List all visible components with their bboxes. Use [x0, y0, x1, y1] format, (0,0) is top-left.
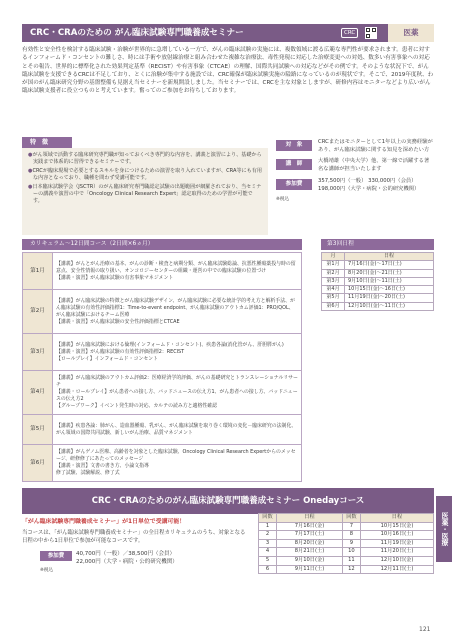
table-row	[322, 269, 434, 277]
schedule-heading: 第3回日程	[321, 239, 434, 250]
table-row	[23, 445, 302, 482]
curriculum-cell: 【講義】がん臨床試験の特徴とがん臨床試験デザイン、がん臨床試験に必要な統計学的考え方と解析手法、がん臨床試験の有効性評価指標1：Time-to-event endpoint、がん臨床試験のアウトカム評価1：PRO/QOL、がん臨床試験におけるチーム医療 【講義・演習】がん臨床試験の安全性評価指標とCTCAE	[53, 290, 302, 334]
number-cell: 3	[259, 539, 277, 548]
table-row	[259, 522, 434, 531]
date-cell: 10月15日(金)～16日(土)	[345, 286, 434, 294]
feature-item: ●がん領域で活動する臨床研究専門職が知っておくべき専門的な内容を、講義と演習により、基礎から実践まで体系的に習得できるセミナーです。	[28, 152, 262, 166]
date-cell: 11月19日(金)	[360, 539, 433, 548]
table-row	[322, 277, 434, 285]
date-cell: 8月21日(土)	[277, 548, 343, 557]
crc-badge: CRC	[341, 28, 358, 38]
month-cell: 第6月	[322, 302, 345, 310]
curriculum-cell: 【講義】がんとがん治療の基本、がんの診断・検査と病期分類、がん臨床試験総論、抗悪性腫瘍薬投与時の留意点、安全性情報の取り扱い、オンコロジーセンターの組織・運営の中での臨床試験の位置づけ 【講義・演習】がん臨床試験の有害事象マネジメント	[53, 253, 302, 290]
month-cell: 第1月	[322, 261, 345, 269]
number-cell: 8	[342, 531, 360, 540]
oneday-fee-label: 参加費	[40, 551, 72, 561]
curriculum-cell: 【講義】がん臨床試験のアウトカム評価2：医療経済学的評価、がんの基礎研究とトランスレーショナルリサーチ 【講義・ロールプレイ】がん患者への接し方、バッドニュースの伝え方1、がん患者への接し方、バッドニュースの伝え方2 【グループワーク】イベント発生時の対応、カルテの読み方と適格性確認	[53, 371, 302, 415]
date-cell: 7月16日(金)	[277, 522, 343, 531]
lecturer-label: 講 師	[276, 159, 312, 170]
table-row	[259, 548, 434, 557]
target-label: 対 象	[276, 140, 312, 151]
month-cell: 第4月	[322, 286, 345, 294]
month-cell: 第6月	[23, 445, 53, 482]
table-row	[322, 302, 434, 310]
curriculum-cell: 【講義】疾患各論：肺がん、造血器腫瘍、乳がん、がん臨床試験を取り巻く環境の変化－臨床研究の法制化、がん領域の国際共同試験、新しいがん治療、品質マネジメント	[53, 415, 302, 445]
column-header: 日程	[277, 514, 343, 523]
number-cell: 7	[342, 522, 360, 531]
number-cell: 9	[342, 539, 360, 548]
month-cell: 第3月	[23, 334, 53, 371]
date-cell: 10月15日(金)	[360, 522, 433, 531]
number-cell: 6	[259, 565, 277, 574]
date-cell: 9月11日(土)	[277, 565, 343, 574]
oneday-subtitle: 「がん臨床試験専門職養成セミナー」が1日単位で受講可能！	[22, 519, 186, 525]
table-header-row	[259, 514, 434, 523]
side-category-tab: 医薬・医療	[436, 496, 452, 562]
date-cell: 12月11日(土)	[360, 565, 433, 574]
number-cell: 1	[259, 522, 277, 531]
column-header: 日程	[345, 253, 434, 261]
table-row	[23, 253, 302, 290]
column-header: 回数	[259, 514, 277, 523]
number-cell: 2	[259, 531, 277, 540]
schedule-table	[321, 252, 434, 311]
column-header: 月	[322, 253, 345, 261]
table-header-row	[322, 253, 434, 261]
number-cell: 5	[259, 556, 277, 565]
month-cell: 第5月	[322, 294, 345, 302]
fee-label: 参加費	[276, 179, 312, 190]
oneday-schedule-table	[258, 513, 434, 574]
date-cell: 7月17日(土)	[277, 531, 343, 540]
category-label: 医薬	[388, 24, 434, 42]
date-cell: 7月16日(金)～17日(土)	[345, 261, 434, 269]
table-row	[259, 539, 434, 548]
table-row	[23, 290, 302, 334]
fee-text-line: 198,000円（大学・病院・公的研究機関）	[318, 185, 420, 192]
page-title: CRC・CRAのための がん臨床試験専門職養成セミナー	[30, 28, 244, 38]
table-row	[259, 556, 434, 565]
oneday-description: 当コースは、「がん臨床試験専門職養成セミナー」の全日程カリキュラムのうち、対象となる日程の中から1日単位で参加が可能なコースです。	[22, 530, 246, 545]
tax-note: ※税込	[40, 568, 54, 573]
month-cell: 第2月	[322, 269, 345, 277]
features-heading: 特 徴	[22, 137, 72, 148]
column-header: 回数	[342, 514, 360, 523]
feature-item: ●日本臨床試験学会（JSCTR）のがん臨床研究専門職認定試験の出題範囲が網羅されており、当セミナーの講義や演習の中で「Oncology Clinical Research Expert」認定取得のための学習が可能です。	[28, 183, 262, 205]
header-bar	[22, 24, 434, 42]
date-cell: 9月10日(金)～11日(土)	[345, 277, 434, 285]
oneday-fee-text	[76, 550, 236, 566]
curriculum-heading: カリキュラム～12日間コース（2日間×6ヵ月）	[22, 239, 302, 250]
date-cell: 10月16日(土)	[360, 531, 433, 540]
curriculum-table	[22, 252, 302, 482]
tax-note: ※税込	[276, 197, 290, 202]
table-row	[23, 415, 302, 445]
month-cell: 第1月	[23, 253, 53, 290]
curriculum-cell: 【講義】がん臨床試験における倫理(インフォームド・コンセント)、疾患各論(消化管がん、肝胆膵がん) 【講義・演習】がん臨床試験の有効性評価指標2：RECIST 【ロールプレイ】インフォームド・コンセント	[53, 334, 302, 371]
number-cell: 11	[342, 556, 360, 565]
date-cell: 8月20日(金)～21日(土)	[345, 269, 434, 277]
month-cell: 第2月	[23, 290, 53, 334]
oneday-banner: CRC・CRAのためのがん臨床試験専門職養成セミナー Onedayコース	[22, 488, 434, 514]
date-cell: 11月20日(土)	[360, 548, 433, 557]
date-cell: 12月10日(金)	[360, 556, 433, 565]
fee-text-line: 40,700円（一般）／38,500円（会員）	[76, 551, 175, 557]
date-cell: 11月19日(金)～20日(土)	[345, 294, 434, 302]
number-cell: 4	[259, 548, 277, 557]
month-cell: 第4月	[23, 371, 53, 415]
table-row	[322, 286, 434, 294]
qr-code-icon	[365, 27, 377, 39]
table-row	[259, 531, 434, 540]
table-row	[23, 334, 302, 371]
table-row	[259, 565, 434, 574]
number-cell: 10	[342, 548, 360, 557]
month-cell: 第3月	[322, 277, 345, 285]
fee-text-line: 22,000円（大学・病院・公的研究機関）	[76, 559, 178, 565]
month-cell: 第5月	[23, 415, 53, 445]
target-text: CRCまたはモニターとして1年以上の実務経験があり、がん臨床試験に関する知見を深めたい方	[318, 139, 433, 153]
fee-text-line: 357,500円（一般） 330,000円（会員）	[318, 178, 417, 184]
page-number: 121	[419, 626, 431, 633]
table-row	[322, 294, 434, 302]
features-box	[22, 148, 268, 235]
intro-text: 有効性と安全性を検討する臨床試験・治験が世界的に急増している一方で、がんの臨床試験の実施には、複数領域に渡る広範な専門性が要求されます。患者に対するインフォームド・コンセントの難しさ、時には手術や放射線治療と組み合わせた複雑な治療法、毒性発現に対応した治療変更への対処、数多い有害事象への対応とその報告、世界的に標準化された効果判定基準（RECIST）や有害事象（CTCAE）の理解、国際共同試験への対応などがその例です。そのような状況下で、がん臨床試験を支援できるCRCは不足しており、とくに治験が集中する施設では、CRC確保が臨床試験実施の隘路になっているのが現状です。そこで、2019年度秋、わが国のがん臨床研究分野の基盤整備も見据え当セミナーを新規開設しました。当セミナーでは、CRCを主な対象としますが、研修内容はモニターなどより広いがん臨床試験支援者に役立つものと考えています。奮ってのご参加をお待ちしております。	[22, 47, 434, 95]
date-cell: 8月20日(金)	[277, 539, 343, 548]
date-cell: 12月10日(金)～11日(土)	[345, 302, 434, 310]
feature-item: ●CRCが臨床現場で必要とするスキルを身につけるための演習を取り入れていますが、CRA等にも有用な内容となっており、職種を問わず受講可能です。	[28, 167, 262, 182]
table-row	[23, 371, 302, 415]
table-row	[322, 261, 434, 269]
fee-text	[318, 178, 434, 193]
column-header: 日程	[360, 514, 433, 523]
lecturer-text: 大橋靖雄（中央大学）他、第一線で活躍する著名な講師が担当いたします	[318, 158, 430, 172]
number-cell: 12	[342, 565, 360, 574]
date-cell: 9月10日(金)	[277, 556, 343, 565]
curriculum-cell: 【講義】がんゲノム医療、高齢者を対象とした臨床試験、Oncology Clinical Research Expertからのメッセージ、研修修了にあたってのメッセージ 【講義・演習】文書の書き方、小論文指導 修了試験、試験解説、修了式	[53, 445, 302, 482]
